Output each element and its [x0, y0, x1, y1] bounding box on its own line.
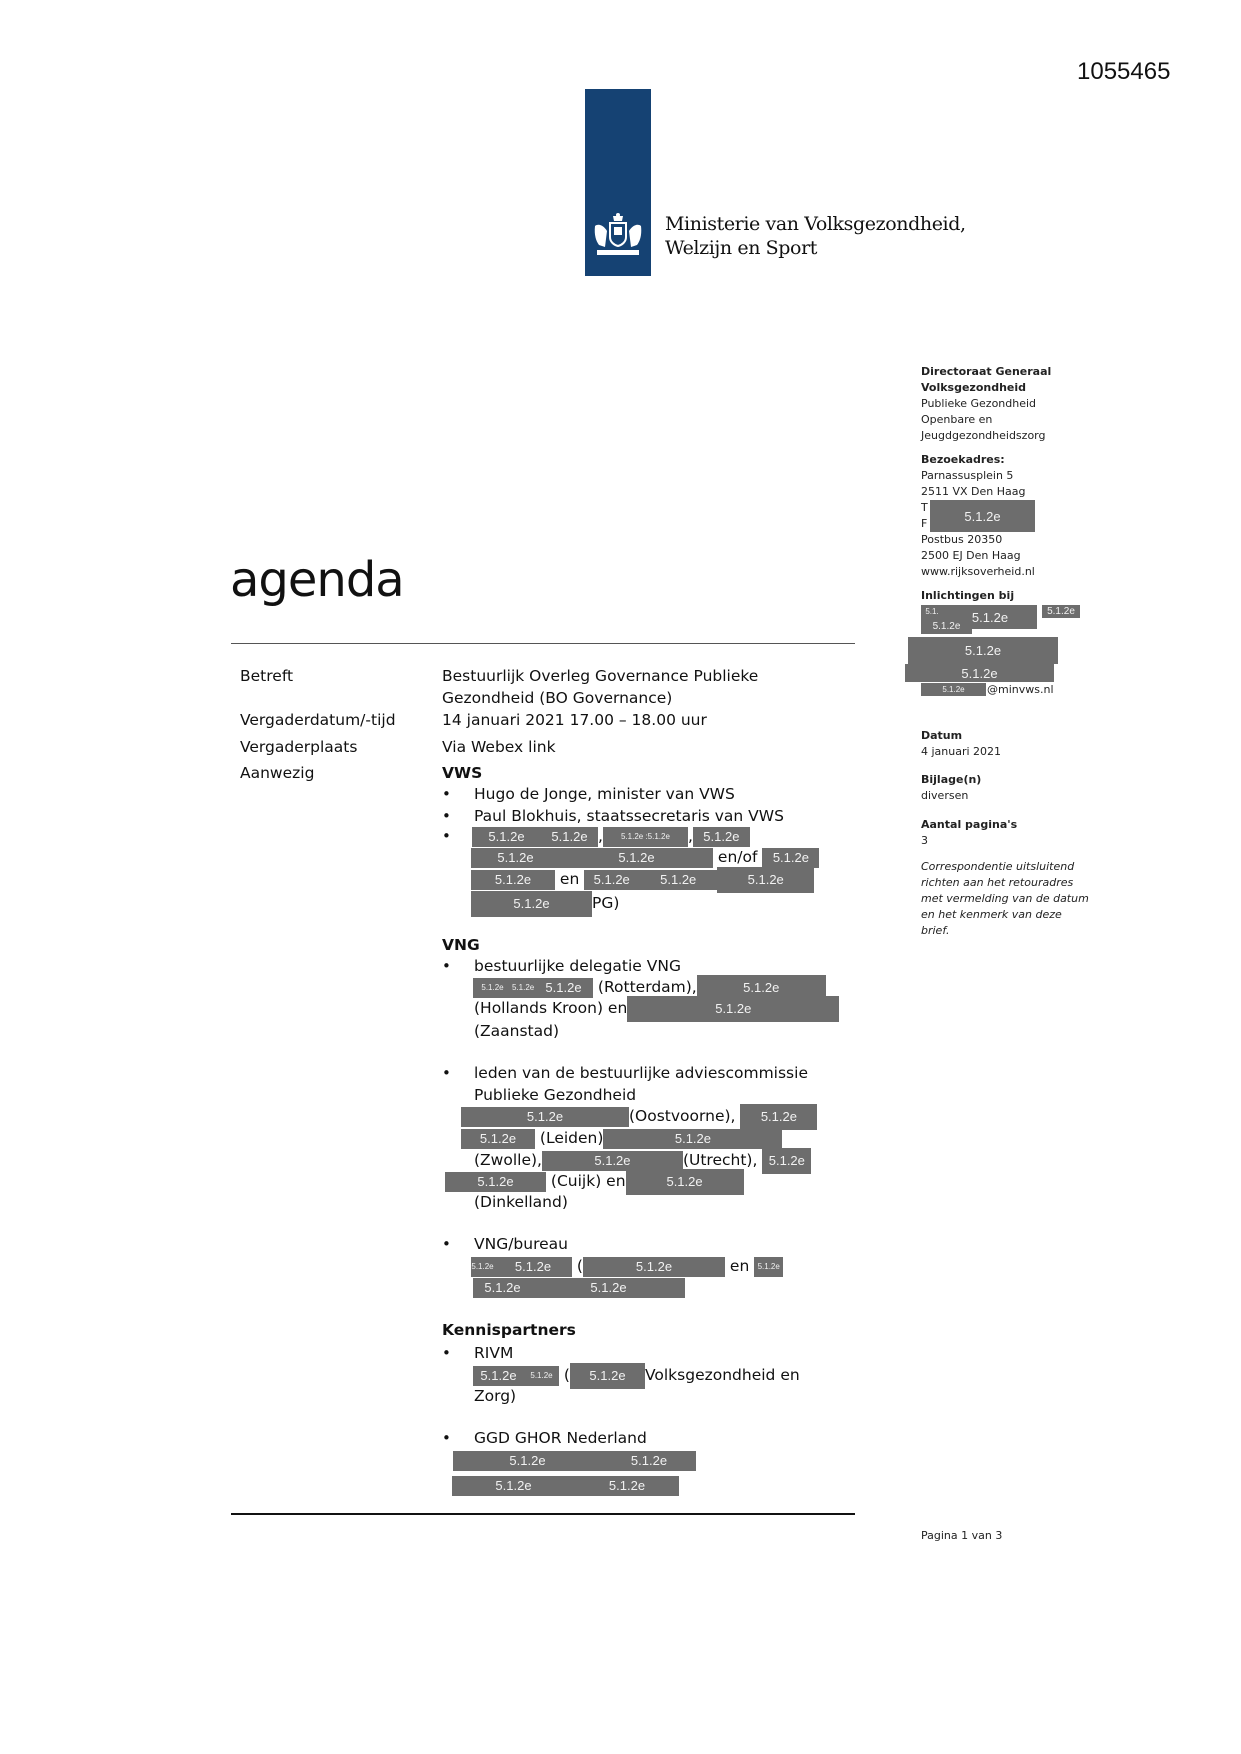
plaats-label: Vergaderplaats: [240, 738, 358, 756]
sidebar-contact-label: Inlichtingen bij: [921, 589, 1015, 602]
redaction-box: 5.1.2e: [575, 1476, 679, 1496]
sidebar-visit-2: 2511 VX Den Haag: [921, 485, 1026, 498]
sidebar-note-3: met vermelding van de datum: [921, 892, 1089, 905]
ministry-name: [665, 212, 966, 260]
redaction-box: 5.1.2e: [534, 978, 593, 998]
vng-heading: VNG: [442, 936, 480, 954]
attendee-line: [471, 847, 819, 868]
sidebar-org-2: Volksgezondheid: [921, 381, 1027, 394]
attendee-line: [453, 1450, 696, 1471]
attendee-text: (Leiden): [535, 1129, 604, 1147]
sidebar-attachments-value: diversen: [921, 789, 969, 802]
aanwezig-label: Aanwezig: [240, 764, 315, 782]
sidebar-note-5: brief.: [921, 924, 950, 937]
attendee-line: [445, 1171, 744, 1192]
attendee-text: (Zwolle),: [474, 1151, 542, 1169]
sidebar-visit-label: Bezoekadres:: [921, 453, 1005, 466]
attendee-vws-2: Paul Blokhuis, staatssecretaris van VWS: [474, 807, 784, 825]
redaction-box: 5.1.2e: [452, 1476, 575, 1496]
redaction-box: 5.1.2e: [762, 848, 819, 868]
redaction-box: 5.1.2e: [473, 1366, 524, 1386]
redaction-box: 5.1.2e: [626, 1169, 744, 1195]
redaction-box: 5.1.2e: [639, 870, 717, 890]
redaction-box: 5.1.2e: [524, 1366, 559, 1386]
sidebar-note-4: en het kenmerk van deze: [921, 908, 1062, 921]
redaction-box: 5.1.2e: [453, 1451, 602, 1471]
redaction-box: 5.1.2e: [532, 1278, 685, 1298]
bullet-icon: •: [442, 1235, 451, 1253]
attendee-vng-2a: leden van de bestuurlijke adviescommissie: [474, 1064, 808, 1082]
attendee-kennis-1: RIVM: [474, 1344, 514, 1362]
attendee-text: ,: [598, 827, 603, 845]
redaction-box: 5.1.2e: [512, 978, 534, 998]
attendee-line: [471, 893, 619, 914]
redaction-box: 5.1.2e: [471, 870, 555, 890]
sidebar-attachments-label: Bijlage(n): [921, 773, 982, 786]
vws-heading: VWS: [442, 764, 483, 782]
attendee-text: (Utrecht),: [682, 1151, 763, 1169]
sidebar-pages-value: 3: [921, 834, 928, 847]
redaction-box: 5.1.2e: [541, 827, 598, 847]
sidebar-org-3: Publieke Gezondheid: [921, 397, 1037, 410]
redaction-box: 5.1.2e :5.1.2e: [603, 827, 688, 847]
sidebar-website: www.rijksoverheid.nl: [921, 565, 1035, 578]
redaction-box: 5.1.2e: [697, 975, 826, 1001]
attendee-line: [461, 1106, 817, 1127]
attendee-line: [474, 1386, 516, 1407]
redaction-box: 5.1.2e: [943, 605, 1037, 629]
attendee-line: [452, 1475, 679, 1496]
redaction-box: 5.1.2e: [471, 1257, 494, 1277]
bullet-icon: •: [442, 827, 451, 845]
sidebar-note-1: Correspondentie uitsluitend: [921, 860, 1075, 873]
attendee-text: (Rotterdam),: [593, 978, 697, 996]
sidebar-phone-label: T: [921, 501, 928, 514]
bullet-icon: •: [442, 785, 451, 803]
document-title: agenda: [230, 552, 404, 608]
redaction-box: 5.1.2e: [908, 637, 1058, 664]
attendee-text: (: [572, 1257, 583, 1275]
sidebar-org-1: Directoraat Generaal: [921, 365, 1052, 378]
redaction-box: 5.1.2e: [762, 1148, 811, 1174]
redaction-box: 5.1.2e: [740, 1104, 817, 1130]
sidebar-postal-1: Postbus 20350: [921, 533, 1003, 546]
attendee-line: [474, 1192, 568, 1213]
sidebar-pages-label: Aantal pagina's: [921, 818, 1018, 831]
redaction-box: 5.1.2e: [471, 848, 560, 868]
redaction-box: 5.1.2e: [717, 867, 814, 893]
attendee-vng-2b: Publieke Gezondheid: [474, 1086, 637, 1104]
redaction-box: 5.1.2e: [602, 1451, 696, 1471]
sidebar-email-suffix: @minvws.nl: [987, 683, 1054, 696]
ministry-line-2: Welzijn en Sport: [665, 237, 818, 259]
attendee-text: (Cuijk) en: [546, 1172, 626, 1190]
sidebar-visit-1: Parnassusplein 5: [921, 469, 1014, 482]
attendee-text: (Oostvoorne),: [629, 1107, 741, 1125]
bullet-icon: •: [442, 1344, 451, 1362]
redaction-box: 5.1.2e: [542, 1151, 683, 1171]
sidebar-note-2: richten aan het retouradres: [921, 876, 1074, 889]
attendee-line: [473, 1277, 685, 1298]
redaction-box: 5.1.2e: [473, 1278, 532, 1298]
attendee-text: en/of: [713, 848, 763, 866]
attendee-text: ,: [687, 827, 693, 845]
redaction-box: 5.1.2e: [583, 1257, 725, 1277]
redaction-box: 5.1.2e: [627, 996, 839, 1022]
bullet-icon: •: [442, 807, 451, 825]
attendee-vws-1: Hugo de Jonge, minister van VWS: [474, 785, 735, 803]
redaction-box: 5.1.2e: [461, 1107, 629, 1127]
redaction-box: 5.1.2e: [921, 683, 986, 696]
attendee-line: [461, 1128, 782, 1149]
sidebar-org-5: Jeugdgezondheidszorg: [921, 429, 1046, 442]
attendee-text: Zorg): [474, 1387, 517, 1405]
datum-label: Vergaderdatum/-tijd: [240, 711, 396, 729]
betreft-value-1: Bestuurlijk Overleg Governance Publieke: [442, 667, 759, 685]
page-indicator: Pagina 1 van 3: [921, 1529, 1003, 1542]
attendee-text: PG): [592, 894, 620, 912]
attendee-line: [471, 1256, 783, 1277]
redaction-box: 5.1.2e: [494, 1257, 572, 1277]
attendee-vng-3: VNG/bureau: [474, 1235, 568, 1253]
redaction-box: 5.1.2e: [445, 1172, 546, 1192]
kennis-heading: Kennispartners: [442, 1321, 576, 1339]
attendee-text: (Zaanstad): [474, 1022, 560, 1040]
attendee-line: [474, 998, 839, 1019]
redaction-box: 5.1.2e: [693, 827, 750, 847]
attendee-line: [472, 826, 750, 847]
sidebar-fax-label: F: [921, 517, 928, 530]
redaction-box: 5.1.2e: [570, 1363, 645, 1389]
sidebar-postal-2: 2500 EJ Den Haag: [921, 549, 1021, 562]
bullet-icon: •: [442, 1429, 451, 1447]
redaction-box: 5.1.2e: [930, 500, 1035, 532]
redaction-box: 5.1.2e: [754, 1257, 783, 1277]
ministry-line-1: Ministerie van Volksgezondheid,: [665, 213, 966, 235]
redaction-box: 5.1.: [921, 605, 943, 618]
attendee-line: [471, 869, 814, 890]
attendee-text: (: [559, 1366, 570, 1384]
bottom-divider: [231, 1513, 855, 1515]
attendee-text: en: [555, 870, 585, 888]
redaction-box: 5.1.2e: [471, 891, 592, 917]
coat-of-arms-icon: [589, 212, 647, 262]
attendee-vng-1: bestuurlijke delegatie VNG: [474, 957, 681, 975]
attendee-kennis-2: GGD GHOR Nederland: [474, 1429, 647, 1447]
redaction-box: 5.1.2e: [461, 1129, 535, 1149]
attendee-text: (Dinkelland): [474, 1193, 568, 1211]
document-number: 1055465: [1077, 58, 1171, 85]
betreft-value-2: Gezondheid (BO Governance): [442, 689, 673, 707]
redaction-box: 5.1.2e: [473, 978, 512, 998]
redaction-box: 5.1.2e: [472, 827, 541, 847]
datum-value: 14 januari 2021 17.00 – 18.00 uur: [442, 711, 707, 729]
top-divider: [231, 643, 855, 644]
redaction-box: 5.1.2e: [1042, 605, 1080, 618]
redaction-box: 5.1.2e: [584, 870, 639, 890]
sidebar-org-4: Openbare en: [921, 413, 993, 426]
attendee-text: en: [724, 1257, 755, 1275]
redaction-box: 5.1.2e: [560, 848, 713, 868]
sidebar-date-value: 4 januari 2021: [921, 745, 1002, 758]
betreft-label: Betreft: [240, 667, 294, 685]
redaction-box: 5.1.2e: [921, 618, 972, 634]
redaction-box: 5.1.2e: [603, 1129, 782, 1149]
redaction-box: 5.1.2e: [905, 664, 1054, 682]
attendee-line: [473, 1365, 800, 1386]
sidebar-date-label: Datum: [921, 729, 963, 742]
attendee-text: (Hollands Kroon) en: [474, 999, 628, 1017]
attendee-text: Volksgezondheid en: [644, 1366, 800, 1384]
plaats-value: Via Webex link: [442, 738, 556, 756]
bullet-icon: •: [442, 957, 451, 975]
bullet-icon: •: [442, 1064, 451, 1082]
attendee-line: [474, 1021, 559, 1042]
